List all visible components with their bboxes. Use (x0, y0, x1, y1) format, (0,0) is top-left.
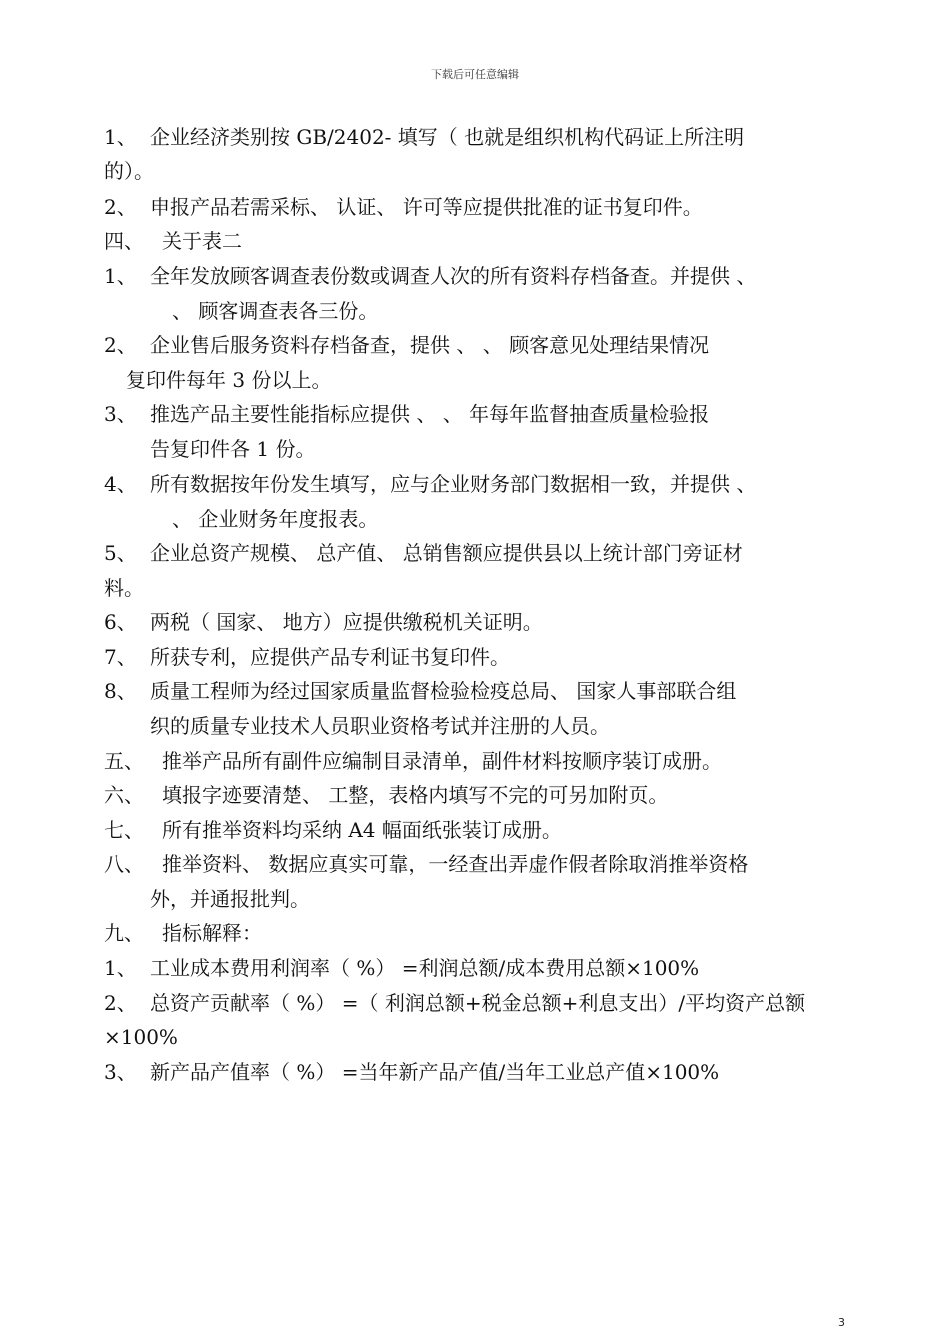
section-heading (104, 920, 262, 946)
list-item-continuation (150, 713, 610, 739)
item-text: 全年发放顾客调查表份数或调查人次的所有资料存档备查。并提供 、 (150, 264, 757, 288)
section-number: 七、 (104, 818, 144, 842)
item-text: 企业经济类别按 GB/2402- 填写（ 也就是组织机构代码证上所注明 (150, 125, 745, 149)
item-text: 、 顾客调查表各三份。 (172, 299, 379, 323)
item-number: 1、 (104, 956, 137, 980)
item-text: 复印件每年 3 份以上。 (126, 368, 332, 392)
item-number: 7、 (104, 645, 137, 669)
item-number: 1、 (104, 125, 137, 149)
list-item (104, 332, 709, 358)
item-number: 5、 (104, 541, 137, 565)
list-item-continuation (104, 158, 154, 184)
item-text: 企业总资产规模、 总产值、 总销售额应提供县以上统计部门旁证材 (150, 541, 743, 565)
list-item-continuation (172, 298, 378, 324)
section-number: 八、 (104, 852, 144, 876)
item-number: 4、 (104, 472, 137, 496)
section-heading (104, 817, 562, 843)
item-text: 的）。 (104, 159, 154, 183)
list-item (104, 194, 703, 220)
item-text: 告复印件各 1 份。 (150, 437, 316, 461)
list-item (104, 609, 543, 635)
item-number: 2、 (104, 195, 137, 219)
item-text: 工业成本费用利润率（ %） =利润总额/成本费用总额×100% (150, 956, 700, 980)
item-text: 申报产品若需采标、 认证、 许可等应提供批准的证书复印件。 (150, 195, 703, 219)
list-item (104, 990, 805, 1016)
item-number: 1、 (104, 264, 137, 288)
list-item-continuation (150, 436, 315, 462)
section-continuation (150, 886, 310, 912)
section-title: 推举产品所有副件应编制目录清单，副件材料按顺序装订成册。 (162, 749, 722, 773)
list-item (104, 955, 699, 981)
item-text: ×100% (104, 1025, 178, 1049)
list-item-continuation (104, 1024, 178, 1050)
item-text: 质量工程师为经过国家质量监督检验检疫总局、 国家人事部联合组 (150, 679, 737, 703)
item-text: 新产品产值率（ %） =当年新产品产值/当年工业总产值×100% (150, 1060, 720, 1084)
item-text: 总资产贡献率（ %） =（ 利润总额+税金总额+利息支出）/平均资产总额 (150, 991, 806, 1015)
list-item (104, 1059, 719, 1085)
section-number: 四、 (104, 229, 144, 253)
item-number: 3、 (104, 1060, 137, 1084)
section-number: 五、 (104, 749, 144, 773)
section-heading (104, 748, 722, 774)
item-text: 所获专利，应提供产品专利证书复印件。 (150, 645, 510, 669)
list-item (104, 401, 709, 427)
list-item (104, 124, 744, 150)
item-number: 3、 (104, 402, 137, 426)
section-title: 所有推举资料均采纳 A4 幅面纸张装订成册。 (162, 818, 562, 842)
page-number: 3 (838, 1316, 845, 1329)
section-number: 六、 (104, 783, 144, 807)
list-item (104, 471, 756, 497)
item-text: 织的质量专业技术人员职业资格考试并注册的人员。 (150, 714, 610, 738)
list-item (104, 678, 736, 704)
list-item (104, 263, 756, 289)
section-title: 推举资料、 数据应真实可靠，一经查出弄虚作假者除取消推举资格 (162, 852, 749, 876)
list-item-continuation (126, 367, 331, 393)
section-number: 九、 (104, 921, 144, 945)
section-title: 外，并通报批判。 (150, 887, 310, 911)
list-item (104, 540, 743, 566)
item-text: 推选产品主要性能指标应提供 、 、 年每年监督抽查质量检验报 (150, 402, 710, 426)
list-item-continuation (104, 575, 144, 601)
item-text: 、 企业财务年度报表。 (172, 507, 379, 531)
item-number: 6、 (104, 610, 137, 634)
page-header: 下载后可任意编辑 (431, 68, 519, 81)
section-heading (104, 782, 668, 808)
section-title: 指标解释： (162, 921, 262, 945)
list-item (104, 644, 510, 670)
item-number: 2、 (104, 991, 137, 1015)
list-item-continuation (172, 506, 378, 532)
item-number: 8、 (104, 679, 137, 703)
section-heading (104, 851, 748, 877)
section-title: 关于表二 (162, 229, 242, 253)
item-text: 所有数据按年份发生填写，应与企业财务部门数据相一致，并提供 、 (150, 472, 757, 496)
item-number: 2、 (104, 333, 137, 357)
item-text: 企业售后服务资料存档备查，提供 、 、 顾客意见处理结果情况 (150, 333, 710, 357)
section-title: 填报字迹要清楚、 工整，表格内填写不完的可另加附页。 (162, 783, 669, 807)
item-text: 两税（ 国家、 地方）应提供缴税机关证明。 (150, 610, 543, 634)
item-text: 料。 (104, 576, 144, 600)
section-heading (104, 228, 242, 254)
